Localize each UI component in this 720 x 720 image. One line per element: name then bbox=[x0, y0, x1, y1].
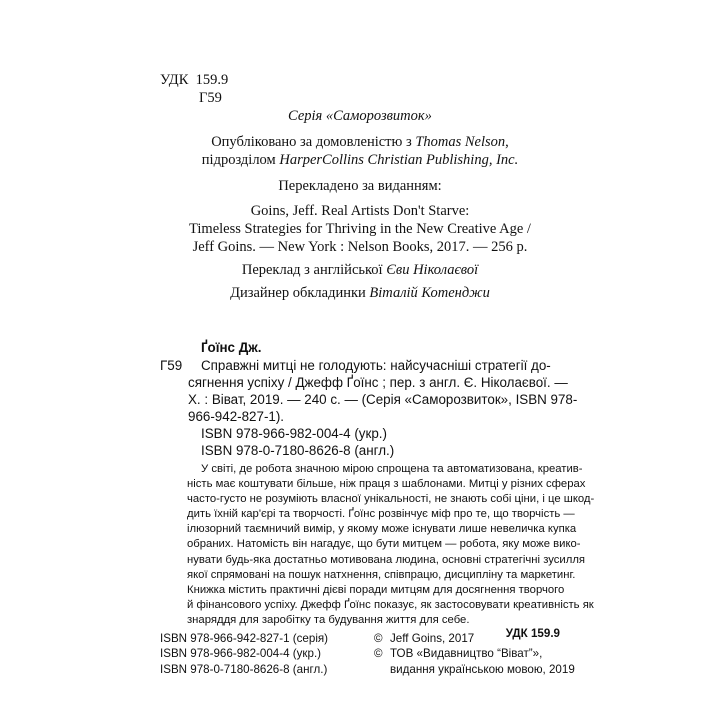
translated-from-label: Перекладено за виданням: bbox=[278, 178, 442, 194]
card-line: сягнення успіху / Джефф Ґоїнс ; пер. з англ. Є. Ніколаєвої. — bbox=[188, 375, 568, 390]
annotation-line: часто-густо не розуміють власної унікальності, не знають собі ціни, і це шкод- bbox=[187, 493, 595, 506]
annotation-line: дить їхній кар'єрі та творчості. Ґоїнс розвінчує міф про те, що творчість — bbox=[187, 508, 575, 521]
card-code: Г59 bbox=[160, 358, 183, 373]
series-title: Серія «Саморозвиток» bbox=[288, 108, 432, 124]
annotation-line: обраних. Натомість він нагадує, що бути митцем — робота, яку може вико- bbox=[187, 538, 581, 551]
copyright-line: видання українською мовою, 2019 bbox=[390, 662, 575, 676]
card-line: Х. : Віват, 2019. — 240 с. — (Серія «Саморозвиток», ISBN 978- bbox=[188, 392, 578, 407]
translator-line: Переклад з англійської Єви Ніколаєвої bbox=[241, 262, 479, 278]
udk-footer: УДК 159.9 bbox=[505, 627, 560, 640]
udk-code: Г59 bbox=[199, 90, 222, 106]
annotation-line: нувати будь-яка достатньо мотивована людина, основні стратегічні зусилля bbox=[187, 553, 586, 566]
publishing-note-line1: Опубліковано за домовленістю з Thomas Nelson, bbox=[211, 134, 509, 150]
cover-designer-line: Дизайнер обкладинки Віталій Котенджи bbox=[230, 285, 490, 301]
copyright-symbol: © bbox=[374, 632, 383, 645]
card-line: 966-942-827-1). bbox=[188, 409, 285, 424]
annotation-line: знаряддя для заробітку та будування життя для себе. bbox=[187, 613, 470, 626]
footer-isbn: ISBN 978-0-7180-8626-8 (англ.) bbox=[160, 662, 328, 676]
copyright-line: © Jeff Goins, 2017 bbox=[374, 632, 475, 645]
annotation-line: якої спрямовані на пошук натхнення, співпрацю, дисципліну та маркетинг. bbox=[187, 568, 576, 581]
publishing-note-line2: підрозділом HarperCollins Christian Publishing, Inc. bbox=[201, 152, 519, 168]
original-edition-line: Jeff Goins. — New York : Nelson Books, 2017. — 256 p. bbox=[192, 239, 528, 255]
footer-isbn: ISBN 978-966-942-827-1 (серія) bbox=[160, 632, 329, 645]
annotation-line: ність має коштувати більше, ніж праця з шаблонами. Митці у різних сферах bbox=[187, 478, 586, 491]
card-isbn: ISBN 978-0-7180-8626-8 (англ.) bbox=[201, 443, 395, 458]
annotation bbox=[187, 462, 595, 628]
copyright-line: © ТОВ «Видавництво “Віват”», bbox=[374, 647, 543, 661]
footer-isbn-block bbox=[160, 631, 328, 677]
copyright-block bbox=[374, 631, 575, 677]
card-isbn: ISBN 978-966-982-004-4 (укр.) bbox=[201, 426, 387, 441]
annotation-line: Книжка містить практичні дієві поради митцям для досягнення творчого bbox=[187, 583, 565, 596]
original-edition-line: Timeless Strategies for Thriving in the New Creative Age / bbox=[189, 221, 531, 237]
annotation-line: У світі, де робота значною мірою спрощена та автоматизована, креатив- bbox=[201, 463, 583, 475]
card-author: Ґоїнс Дж. bbox=[201, 340, 262, 355]
original-edition-line: Goins, Jeff. Real Artists Don't Starve: bbox=[250, 203, 470, 219]
udk-label: УДК 159.9 bbox=[160, 72, 229, 88]
annotation-line: й фінансового успіху. Джефф Ґоїнс показує, як застосовувати креативність як bbox=[187, 598, 594, 611]
annotation-line: ілюзорний таємничий вимір, у якому може існувати лише невеличка купка bbox=[187, 523, 577, 536]
footer-isbn: ISBN 978-966-982-004-4 (укр.) bbox=[160, 647, 322, 661]
copyright-symbol: © bbox=[374, 647, 383, 661]
card-line: Справжні митці не голодують: найсучасніші стратегії до- bbox=[201, 358, 551, 373]
